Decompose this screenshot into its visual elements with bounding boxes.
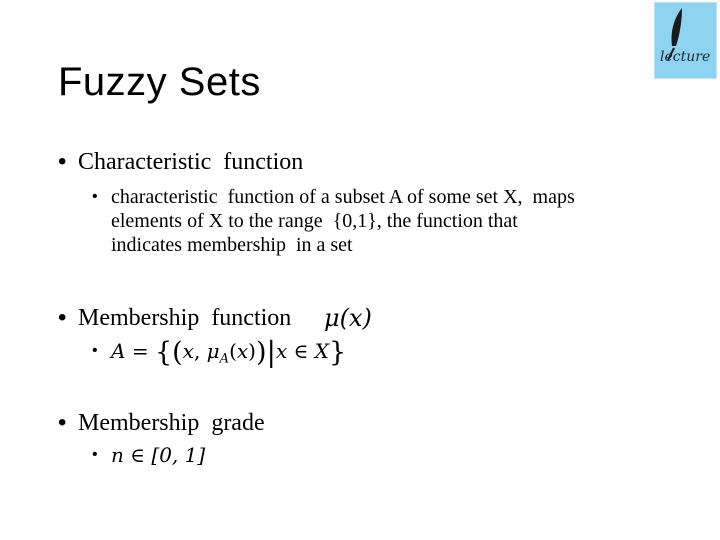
bullet-label: Membership function [78, 305, 292, 331]
sub-bullet-line-1: characteristic function of a subset A of some set X, maps [111, 186, 575, 208]
math-condition: x ∈ X [275, 339, 329, 363]
math-x-arg: x [236, 339, 249, 363]
bullet-dot: • [58, 304, 67, 331]
quill-feather-icon [654, 2, 717, 79]
sub-bullet-line-2: elements of X to the range {0,1}, the function that [111, 210, 518, 232]
sub-bullet-dot: • [92, 188, 98, 205]
math-mu: μ [206, 339, 220, 363]
mu-of-x-math: μ(x) [324, 304, 372, 332]
bullet-label: Membership grade [78, 410, 265, 436]
math-A: A [111, 339, 126, 363]
bullet-dot: • [58, 409, 67, 436]
math-eq: = [131, 339, 149, 363]
slide-title: Fuzzy Sets [58, 60, 261, 104]
math-sub-A: A [219, 351, 230, 367]
set-definition-math: A = {(x, $\mu_A(x))|x$ ∈ X} [111, 335, 347, 369]
bullet-label: Characteristic function [78, 149, 304, 175]
grade-range-math: n ∈ [0, 1] [111, 443, 206, 467]
logo-text: lecture [660, 49, 711, 65]
sub-bullet-line-3: indicates membership in a set [111, 234, 353, 256]
math-x: x [182, 339, 194, 363]
sub-bullet-dot: • [92, 446, 98, 463]
sub-bullet-dot: • [92, 342, 98, 359]
bullet-dot: • [58, 148, 67, 175]
lecture-logo [654, 2, 717, 79]
